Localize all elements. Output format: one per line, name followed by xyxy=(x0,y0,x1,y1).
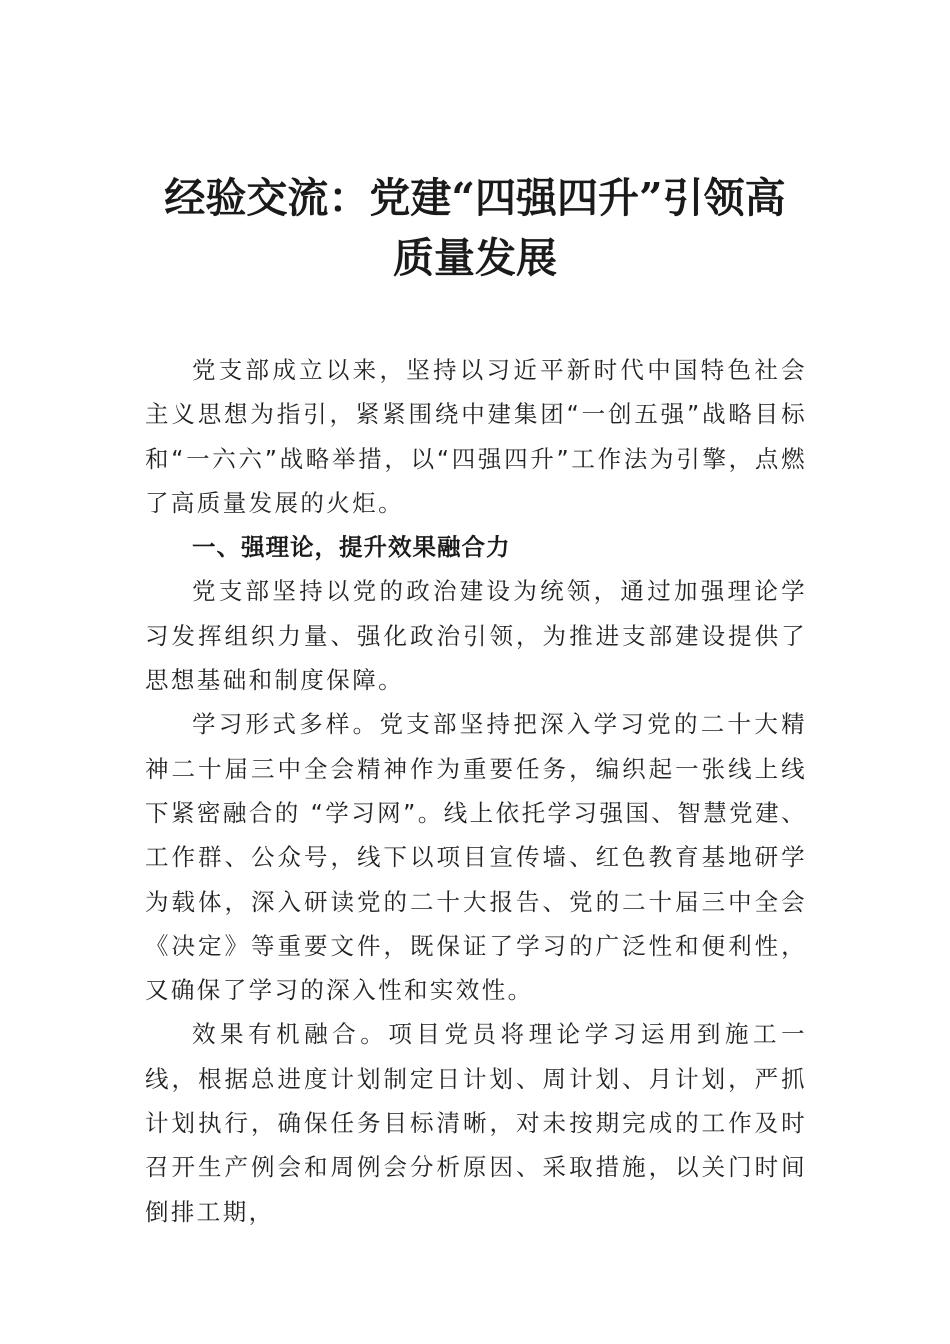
section-1-paragraph-1: 党支部坚持以党的政治建设为统领，通过加强理论学习发挥组织力量、强化政治引领，为推进支部建设提供了思想基础和制度保障。 xyxy=(145,577,807,695)
document-body xyxy=(145,348,807,1234)
section-1-paragraph-3: 效果有机融合。项目党员将理论学习运用到施工一线，根据总进度计划制定日计划、周计划、月计划，严抓计划执行，确保任务目标清晰，对未按期完成的工作及时召开生产例会和周例会分析原因、采取措施，以关门时间倒排工期， xyxy=(145,1020,807,1226)
intro-paragraph: 党支部成立以来，坚持以习近平新时代中国特色社会主义思想为指引，紧紧围绕中建集团“一创五强”战略目标和“一六六”战略举措，以“四强四升”工作法为引擎，点燃了高质量发展的火炬。 xyxy=(145,356,807,517)
document-title: 经验交流：党建“四强四升”引领高质量发展 xyxy=(164,174,786,282)
section-heading-1: 一、强理论，提升效果融合力 xyxy=(192,533,511,562)
section-1-paragraph-2: 学习形式多样。党支部坚持把深入学习党的二十大精神二十届三中全会精神作为重要任务，编织起一张线上线下紧密融合的 “学习网”。线上依托学习强国、智慧党建、工作群、公众号，线下以项目宣传墙、红色教育基地研学为载体，深入研读党的二十大报告、党的二十届三中全会《决定》等重要文件，既保证了学习的广泛性和便利性，又确保了学习的深入性和实效性。 xyxy=(145,710,807,1005)
